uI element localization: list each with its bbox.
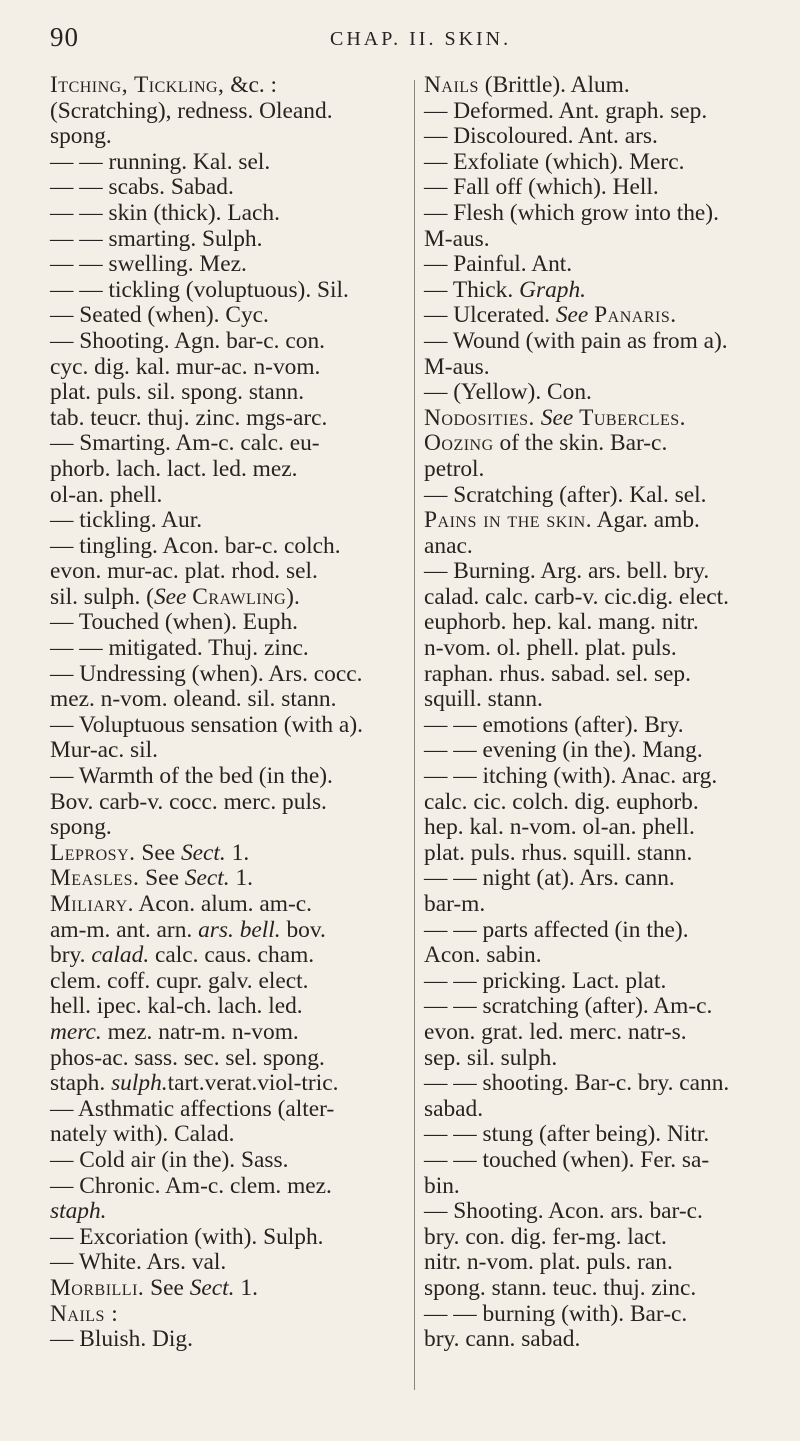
line-segment: — Flesh (which grow into the). <box>424 199 719 226</box>
text-line <box>424 969 780 995</box>
text-line <box>424 918 780 944</box>
page-header <box>0 22 800 62</box>
line-segment: raphan. rhus. sabad. sel. sep. <box>424 660 691 687</box>
entry-heading: Miliary. <box>50 891 134 917</box>
line-segment: of the skin. Bar-c. <box>493 430 668 457</box>
text-line <box>50 73 404 99</box>
line-segment: — Thick. <box>424 276 520 303</box>
line-segment: See <box>555 302 589 329</box>
text-line <box>424 227 780 253</box>
text-line <box>50 406 404 432</box>
text-line <box>50 1097 404 1123</box>
line-segment: evon. grat. led. merc. natr-s. <box>424 1018 687 1045</box>
text-line <box>424 790 780 816</box>
line-segment: — — emotions (after). Bry. <box>424 711 684 738</box>
text-line <box>424 1276 780 1302</box>
text-line <box>50 355 404 381</box>
line-segment: — Smarting. Am-c. calc. eu- <box>50 430 320 457</box>
text-line <box>424 1199 780 1225</box>
text-line <box>50 918 404 944</box>
line-segment: anac. <box>424 532 473 559</box>
line-segment: mez. natr-m. n-vom. <box>101 1018 299 1045</box>
line-segment: — Deformed. Ant. graph. sep. <box>424 97 708 124</box>
line-segment: — Wound (with pain as from a). <box>424 327 728 354</box>
text-line <box>50 1174 404 1200</box>
line-segment: — Scratching (after). Kal. sel. <box>424 481 707 508</box>
text-line <box>50 636 404 662</box>
text-line <box>424 457 780 483</box>
text-line <box>424 559 780 585</box>
text-line <box>424 610 780 636</box>
text-line <box>50 1250 404 1276</box>
line-segment: — — tickling (voluptuous). Sil. <box>50 276 349 303</box>
text-line <box>50 1071 404 1097</box>
entry-heading: Morbilli. <box>50 1274 145 1301</box>
text-line <box>50 278 404 304</box>
line-segment: plat. puls. rhus. squill. stann. <box>424 839 693 866</box>
line-segment: — — touched (when). Fer. sa- <box>424 1146 710 1173</box>
text-line <box>424 662 780 688</box>
entry-heading: Nodosities. <box>424 404 535 431</box>
text-line <box>424 73 780 99</box>
text-line <box>50 99 404 125</box>
text-line <box>50 1122 404 1148</box>
text-line <box>50 1276 404 1302</box>
text-line <box>50 841 404 867</box>
line-segment: evon. mur-ac. plat. rhod. sel. <box>50 558 318 585</box>
text-line <box>50 124 404 150</box>
text-line <box>424 1174 780 1200</box>
entry-heading: Panaris. <box>594 302 677 329</box>
line-segment: bry. <box>50 942 92 969</box>
line-segment: — Fall off (which). Hell. <box>424 174 659 201</box>
line-segment: &c. : <box>224 72 278 98</box>
text-line <box>424 124 780 150</box>
line-segment: — Burning. Arg. ars. bell. bry. <box>424 558 710 585</box>
line-segment: Bov. carb-v. cocc. merc. puls. <box>50 788 327 815</box>
line-segment: cyc. dig. kal. mur-ac. n-vom. <box>50 353 321 380</box>
text-line <box>424 1327 780 1353</box>
line-segment: staph. <box>50 1070 112 1097</box>
line-segment: ars. bell. <box>198 916 281 943</box>
line-segment: ). <box>286 583 300 610</box>
line-segment: (Brittle). Alum. <box>478 72 630 98</box>
text-line <box>424 380 780 406</box>
line-segment: spong. <box>50 123 112 150</box>
line-segment: bov. <box>280 916 326 943</box>
line-segment: — — swelling. Mez. <box>50 251 247 278</box>
line-segment: — — mitigated. Thuj. zinc. <box>50 635 309 662</box>
line-segment: — tingling. Acon. bar-c. colch. <box>50 532 341 559</box>
text-line <box>50 175 404 201</box>
line-segment: mez. n-vom. oleand. sil. stann. <box>50 686 337 713</box>
line-segment: — — burning (with). Bar-c. <box>424 1300 688 1327</box>
line-segment: phos-ac. sass. sec. sel. spong. <box>50 1044 325 1071</box>
text-line <box>424 278 780 304</box>
text-line <box>50 1225 404 1251</box>
text-line <box>50 380 404 406</box>
line-segment: — tickling. Aur. <box>50 507 203 534</box>
line-segment: — — scratching (after). Am-c. <box>424 993 713 1020</box>
line-segment: squill. stann. <box>424 686 543 713</box>
text-line <box>50 150 404 176</box>
line-segment: See <box>153 583 187 610</box>
text-line <box>424 1225 780 1251</box>
text-line <box>50 201 404 227</box>
line-segment: sulph. <box>111 1070 168 1097</box>
line-segment: staph. <box>50 1198 107 1225</box>
text-line <box>50 1148 404 1174</box>
text-line <box>424 483 780 509</box>
text-line <box>50 585 404 611</box>
line-segment: — (Yellow). Con. <box>424 379 592 406</box>
line-segment: Graph. <box>519 276 587 303</box>
text-line <box>50 329 404 355</box>
line-segment: ol-an. phell. <box>50 481 163 508</box>
line-segment: — Exfoliate (which). Merc. <box>424 148 685 175</box>
text-line <box>50 610 404 636</box>
line-segment: — — scabs. Sabad. <box>50 174 234 201</box>
text-line <box>50 508 404 534</box>
entry-heading: Nails : <box>50 1300 119 1327</box>
text-line <box>50 559 404 585</box>
line-segment: — Warmth of the bed (in the). <box>50 763 333 790</box>
text-line <box>424 815 780 841</box>
line-segment: am-m. ant. arn. <box>50 916 199 943</box>
line-segment: plat. puls. sil. spong. stann. <box>50 379 305 406</box>
line-segment: — Shooting. Acon. ars. bar-c. <box>424 1198 703 1225</box>
entry-heading: Oozing <box>424 430 494 457</box>
line-segment: clem. coff. cupr. galv. elect. <box>50 967 309 994</box>
line-segment: — Excoriation (with). Sulph. <box>50 1223 324 1250</box>
line-segment: tart.verat.viol-tric. <box>167 1070 339 1097</box>
line-segment: — White. Ars. val. <box>50 1249 227 1276</box>
text-line <box>424 1148 780 1174</box>
text-line <box>50 815 404 841</box>
line-segment: — Seated (when). Cyc. <box>50 302 269 329</box>
text-line <box>50 738 404 764</box>
page-number: 90 <box>50 22 79 52</box>
text-line <box>50 687 404 713</box>
line-segment: — — stung (after being). Nitr. <box>424 1121 710 1148</box>
text-line <box>424 1071 780 1097</box>
text-line <box>424 201 780 227</box>
text-line <box>424 175 780 201</box>
line-segment: — Undressing (when). Ars. cocc. <box>50 660 363 687</box>
line-segment: bin. <box>424 1172 460 1199</box>
line-segment: See <box>139 865 185 892</box>
line-segment: Sect. <box>189 1274 235 1301</box>
entry-heading: Measles. <box>50 865 140 892</box>
text-line <box>424 1020 780 1046</box>
line-segment: Acon. sabin. <box>424 942 542 969</box>
line-segment: — — evening (in the). Mang. <box>424 737 703 764</box>
line-segment: bry. cann. sabad. <box>424 1326 581 1353</box>
line-segment: — — night (at). Ars. cann. <box>424 865 675 892</box>
line-segment: 1. <box>234 1274 258 1301</box>
text-line <box>424 764 780 790</box>
text-line <box>424 406 780 432</box>
text-line <box>50 764 404 790</box>
text-line <box>424 150 780 176</box>
text-line <box>50 1046 404 1072</box>
text-line <box>424 252 780 278</box>
text-line <box>50 534 404 560</box>
entry-heading: Crawling <box>192 583 287 610</box>
line-segment: tab. teucr. thuj. zinc. mgs-arc. <box>50 404 328 431</box>
line-segment: Agar. amb. <box>592 507 700 534</box>
line-segment: spong. <box>50 814 112 841</box>
text-line <box>50 994 404 1020</box>
running-head: CHAP. II. SKIN. <box>330 28 512 50</box>
line-segment: — Voluptuous sensation (with a). <box>50 711 363 738</box>
line-segment: — Shooting. Agn. bar-c. con. <box>50 327 325 354</box>
text-line <box>424 355 780 381</box>
text-line <box>424 841 780 867</box>
line-segment: hell. ipec. kal-ch. lach. led. <box>50 993 303 1020</box>
line-segment: Acon. alum. am-c. <box>133 891 312 917</box>
text-line <box>424 738 780 764</box>
line-segment: phorb. lach. lact. led. mez. <box>50 455 298 482</box>
text-line <box>424 892 780 918</box>
text-line <box>424 713 780 739</box>
line-segment: 1. <box>225 839 250 866</box>
line-segment: nitr. n-vom. plat. puls. ran. <box>424 1249 673 1276</box>
text-line <box>424 994 780 1020</box>
left-column <box>50 73 404 1353</box>
line-segment: hep. kal. n-vom. ol-an. phell. <box>424 814 695 841</box>
line-segment: calad. calc. carb-v. cic.dig. elect. <box>424 583 729 610</box>
line-segment: — — itching (with). Anac. arg. <box>424 763 718 790</box>
text-line <box>424 866 780 892</box>
line-segment: See <box>135 839 181 866</box>
line-segment: calad. <box>91 942 150 969</box>
line-segment: — — smarting. Sulph. <box>50 225 263 252</box>
line-segment: See <box>144 1274 190 1301</box>
text-line <box>424 303 780 329</box>
text-line <box>50 969 404 995</box>
line-segment: sabad. <box>424 1095 484 1122</box>
line-segment: — — parts affected (in the). <box>424 916 689 943</box>
line-segment: calc. caus. cham. <box>149 942 315 969</box>
line-segment: petrol. <box>424 455 485 482</box>
line-segment: bar-m. <box>424 891 486 917</box>
line-segment: bry. con. dig. fer-mg. lact. <box>424 1223 667 1250</box>
text-line <box>50 483 404 509</box>
text-line <box>50 457 404 483</box>
line-segment: Sect. <box>180 839 226 866</box>
text-line <box>50 713 404 739</box>
line-segment: — Asthmatic affections (alter- <box>50 1095 335 1122</box>
entry-heading: Tubercles. <box>579 404 687 431</box>
text-line <box>50 866 404 892</box>
entry-heading: Itching, Tickling, <box>50 72 225 98</box>
text-line <box>424 534 780 560</box>
text-line <box>50 892 404 918</box>
line-segment: — — shooting. Bar-c. bry. cann. <box>424 1070 730 1097</box>
line-segment: — — pricking. Lact. plat. <box>424 967 667 994</box>
text-line <box>424 1250 780 1276</box>
entry-heading: Nails <box>424 72 479 98</box>
text-line <box>424 636 780 662</box>
text-line <box>424 508 780 534</box>
entry-heading: Pains in the skin. <box>424 507 593 534</box>
text-line <box>50 227 404 253</box>
line-segment: M-aus. <box>424 225 490 252</box>
text-line <box>50 1199 404 1225</box>
line-segment: Mur-ac. sil. <box>50 737 159 764</box>
line-segment: — Discoloured. Ant. ars. <box>424 123 658 150</box>
text-line <box>50 1302 404 1328</box>
text-line <box>424 687 780 713</box>
text-line <box>424 1046 780 1072</box>
text-line <box>424 329 780 355</box>
line-segment: spong. stann. teuc. thuj. zinc. <box>424 1274 697 1301</box>
line-segment: Sect. <box>184 865 230 892</box>
text-line <box>50 1020 404 1046</box>
text-line <box>50 1327 404 1353</box>
text-line <box>424 99 780 125</box>
line-segment: — Chronic. Am-c. clem. mez. <box>50 1172 332 1199</box>
line-segment: — Cold air (in the). Sass. <box>50 1146 289 1173</box>
text-line <box>50 790 404 816</box>
line-segment: euphorb. hep. kal. mang. nitr. <box>424 609 699 636</box>
line-segment: sep. sil. sulph. <box>424 1044 558 1071</box>
line-segment: M-aus. <box>424 353 490 380</box>
line-segment: — Ulcerated. <box>424 302 556 329</box>
line-segment: (Scratching), redness. Oleand. <box>50 97 333 124</box>
line-segment: See <box>540 404 574 431</box>
line-segment: — Painful. Ant. <box>424 251 573 278</box>
line-segment: — Touched (when). Euph. <box>50 609 299 636</box>
line-segment: — Bluish. Dig. <box>50 1326 193 1353</box>
line-segment: — — running. Kal. sel. <box>50 148 271 175</box>
text-line <box>424 585 780 611</box>
line-segment: — — skin (thick). Lach. <box>50 199 280 226</box>
text-line <box>424 1122 780 1148</box>
right-column <box>424 73 780 1353</box>
text-line <box>50 303 404 329</box>
line-segment: merc. <box>50 1018 102 1045</box>
text-line <box>424 1097 780 1123</box>
text-line <box>50 943 404 969</box>
line-segment: n-vom. ol. phell. plat. puls. <box>424 635 677 662</box>
text-line <box>50 252 404 278</box>
column-divider <box>414 80 415 1390</box>
line-segment: 1. <box>229 865 253 892</box>
line-segment: nately with). Calad. <box>50 1121 235 1148</box>
text-line <box>424 1302 780 1328</box>
line-segment: calc. cic. colch. dig. euphorb. <box>424 788 699 815</box>
text-line <box>424 431 780 457</box>
text-line <box>50 662 404 688</box>
entry-heading: Leprosy. <box>50 839 136 866</box>
line-segment: sil. sulph. ( <box>50 583 154 610</box>
text-line <box>424 943 780 969</box>
text-line <box>50 431 404 457</box>
